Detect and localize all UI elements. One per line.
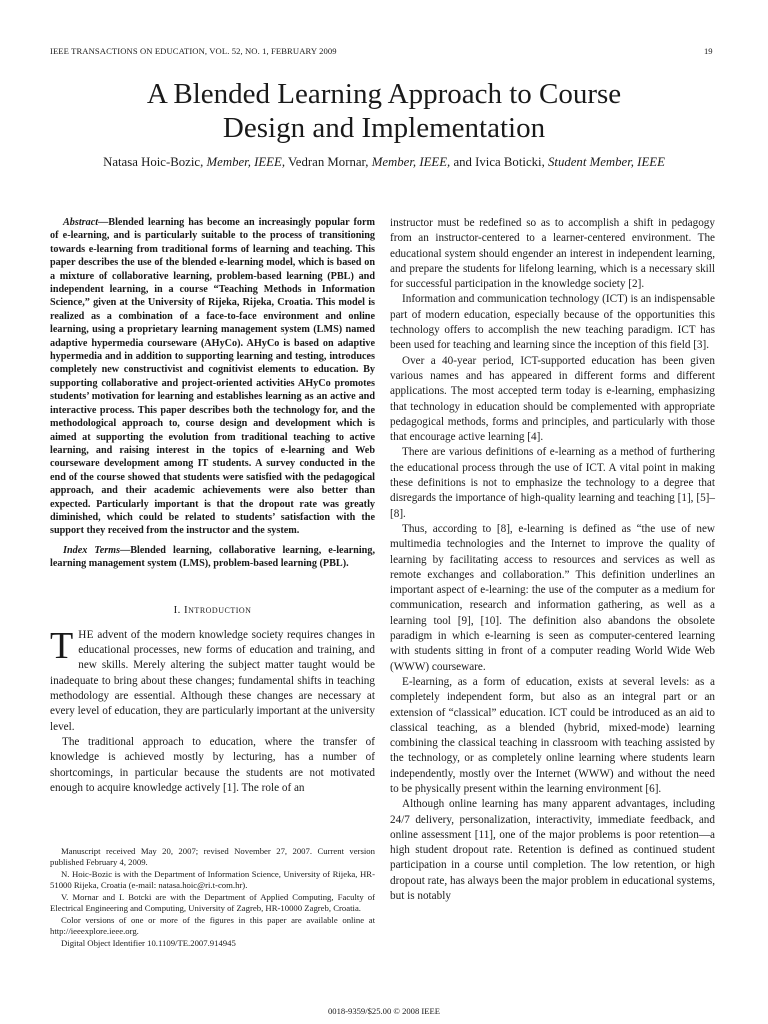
author-1-role: Member, IEEE, — [206, 155, 286, 169]
paper-title — [40, 77, 728, 145]
author-list — [40, 154, 728, 170]
page-number: 19 — [704, 46, 713, 56]
footnote: Manuscript received May 20, 2007; revised November 27, 2007. Current version published February 4, 2009. — [50, 846, 375, 867]
footnote: Digital Object Identifier 10.1109/TE.2007.914945 — [61, 938, 236, 948]
section-heading-introduction: I. Introduction — [173, 603, 252, 616]
drop-cap: T — [50, 624, 74, 667]
index-terms-body: Blended learning, collaborative learning, e-learning, learning management system (LMS), problem-based learning (PBL). — [50, 544, 375, 570]
right-column — [390, 216, 715, 904]
intro-paragraph-1-text: advent of the modern knowledge society requires changes in educational processes, new forms of education and training, and new skills. Merely altering the subject matter taught would be inadequate to bring about these changes; fundamental shifts in teaching methodology are essential. Although these changes are necessary at every level of education, they are particularly important at the university level. — [50, 628, 375, 733]
author-3-name: Ivica Boticki, — [475, 155, 545, 169]
body-paragraph: There are various definitions of e-learning as a method of furthering the educational process through the use of ICT. A vital point in making these definitions is not to emphasize the technology to a degree that disregards the importance of high-quality learning and teaching [1], [5]–[8]. — [390, 446, 715, 520]
body-paragraph: Thus, according to [8], e-learning is defined as “the use of new multimedia technologies and the Internet to improve the quality of learning by facilitating access to resources and services as well as remote exchanges and collaboration.” This definition underlines an important aspect of e-learning: the use of the computer as a medium for communication, research and information gathering, as well as a learning tool [9], [10]. The definition also abandons the obsolete paradigm in which e-learning is seen as computer-centered learning with students sitting in front of a computer reading World Wide Web (WWW) courseware. — [390, 522, 715, 673]
footnote: N. Hoic-Bozic is with the Department of Information Science, University of Rijeka, HR-51000 Rijeka, Croatia (e-mail: natasa.hoic@ri.t-com.hr). — [50, 869, 375, 890]
body-paragraph: Over a 40-year period, ICT-supported education has been given various names and has appeared in different forms and different applications. The most accepted term today is e-learning, emphasizing that technology in education should be complemented with appropriate pedagogical methods, forms and principles, and particularly with those that encourage active learning [4]. — [390, 354, 715, 444]
author-2-name: Vedran Mornar, — [287, 155, 369, 169]
author-3-role: Student Member, IEEE — [547, 155, 665, 169]
copyright-line: 0018-9359/$25.00 © 2008 IEEE — [327, 1006, 441, 1016]
title-line-1: A Blended Learning Approach to Course — [146, 78, 622, 110]
intro-paragraph-1 — [50, 624, 375, 735]
body-paragraph: Although online learning has many apparent advantages, including 24/7 delivery, personalization, interactivity, immediate feedback, and online assessment [11], one of the major problems is poor retention—a high student dropout rate. Retention is defined as continued student participation in a course until completion. The low retention, or high dropout rate, has always been the major problem in educational systems, but is notably — [390, 798, 715, 903]
body-paragraph: instructor must be redefined so as to accomplish a shift in pedagogy from an instructor-centered to a learner-centered environment. The educational system should engender an interest in independent learning, and prepare the students for lifelong learning, which is a necessary skill for successful participation in the knowledge society [2]. — [390, 217, 715, 291]
author-1-name: Natasa Hoic-Bozic, — [103, 155, 204, 169]
abstract-body: Blended learning has become an increasingly popular form of e-learning, and is particularly suitable to the process of transitioning towards e-learning from traditional forms of learning and teaching. This paper describes the use of the blended e-learning model, which is based on a mixture of collaborative learning, problem-based learning (PBL) and independent learning, in a course “Teaching Methods in Information Science,” given at the University of Rijeka, Rijeka, Croatia. This model is realized as a combination of a face-to-face environment and online learning, using a proprietary learning management system (LMS) named adaptive hypermedia courseware (AHyCo). AHyCo is based on adaptive hypermedia and in addition to supporting learning and testing, introduces completely new constructivist and cognitivist elements to education. By supporting collaborative and project-oriented activities AHyCo promotes students’ motivation for learning and establishes learning as an active and interactive process. This paper describes both the technology for, and the methodological approach to, course design and development which is aimed at supporting the evolution from traditional teaching to active learning, and raising interest in the topics of e-learning and Web courseware development among IT students. A survey conducted in the end of the course showed that students were satisfied with the pedagogical approach, and their academic achievements were also better than expected. Particularly important is that the dropout rate was greatly diminished, which could be related to students’ satisfaction with the support they received from the instructor and the system. — [50, 217, 375, 537]
footnotes — [50, 846, 375, 950]
body-paragraph: Information and communication technology (ICT) is an indispensable part of modern education, especially because of the opportunities this technology offers to accomplish the new teaching paradigm. ICT has been used for teaching and learning since the inception of this field [3]. — [390, 293, 715, 352]
intro-paragraph-2: The traditional approach to education, where the transfer of knowledge is achieved mostly by lecturing, has a number of shortcomings, in particular because the students are not motivated enough to acquire knowledge actively [1]. The role of an — [50, 735, 375, 794]
index-terms-lead: Index Terms — [63, 544, 121, 556]
abstract: Abstract—Blended learning has become an increasingly popular form of e-learning, and is particularly suitable to the process of transitioning towards e-learning from traditional forms of learning and teaching. This paper describes the use of the blended e-learning model, which is based on a mixture of collaborative learning, problem-based learning (PBL) and independent learning, in a course “Teaching Methods in Information Science,” given at the University of Rijeka, Rijeka, Croatia. This model is realized as a combination of a face-to-face environment and online learning, using a proprietary learning management system (LMS) named adaptive hypermedia courseware (AHyCo). AHyCo is based on adaptive hypermedia and in addition to supporting learning and testing, introduces completely new constructivist and cognitivist elements to education. By supporting collaborative and project-oriented activities AHyCo promotes students’ motivation for learning and establishes learning as an active and interactive process. This paper describes both the technology for, and the methodological approach to, course design and development which is aimed at supporting the evolution from traditional teaching to active learning, and raising interest in the topics of e-learning and Web courseware development among IT students. A survey conducted in the end of the course showed that students were satisfied with the pedagogical approach, and their academic achievements were also better than expected. Particularly important is that the dropout rate was greatly diminished, which could be related to students’ satisfaction with the support they received from the instructor and the system. — [50, 217, 375, 537]
title-line-2: Design and Implementation — [222, 112, 546, 144]
left-column — [50, 216, 375, 796]
author-and: and — [453, 155, 472, 169]
footnote: Color versions of one or more of the figures in this paper are available online at http://ieeexplore.ieee.org. — [50, 915, 375, 936]
abstract-lead: Abstract — [63, 217, 99, 228]
author-2-role: Member, IEEE, — [371, 155, 451, 169]
index-terms: Index Terms—Blended learning, collaborative learning, e-learning, learning management system (LMS), problem-based learning (PBL). — [50, 544, 375, 570]
running-head: IEEE TRANSACTIONS ON EDUCATION, VOL. 52, NO. 1, FEBRUARY 2009 — [50, 46, 337, 56]
body-paragraph: E-learning, as a form of education, exists at several levels: as a completely independent form, but also as an integral part or an extension of “classical” education. ICT could be introduced as an aid to classical teaching, as a blended (hybrid, mixed-mode) learning combining the classical teaching in classroom with teaching assisted by the technology, or as completely online learning where students learn independently, mostly over the Internet (WWW) and without the need to be physically present within the learning environment [6]. — [390, 675, 715, 795]
intro-first-word: HE — [78, 628, 94, 641]
footnote: V. Mornar and I. Botcki are with the Department of Applied Computing, Faculty of Electrical Engineering and Computing, University of Zagreb, HR-10000 Zagreb, Croatia. — [50, 892, 375, 913]
